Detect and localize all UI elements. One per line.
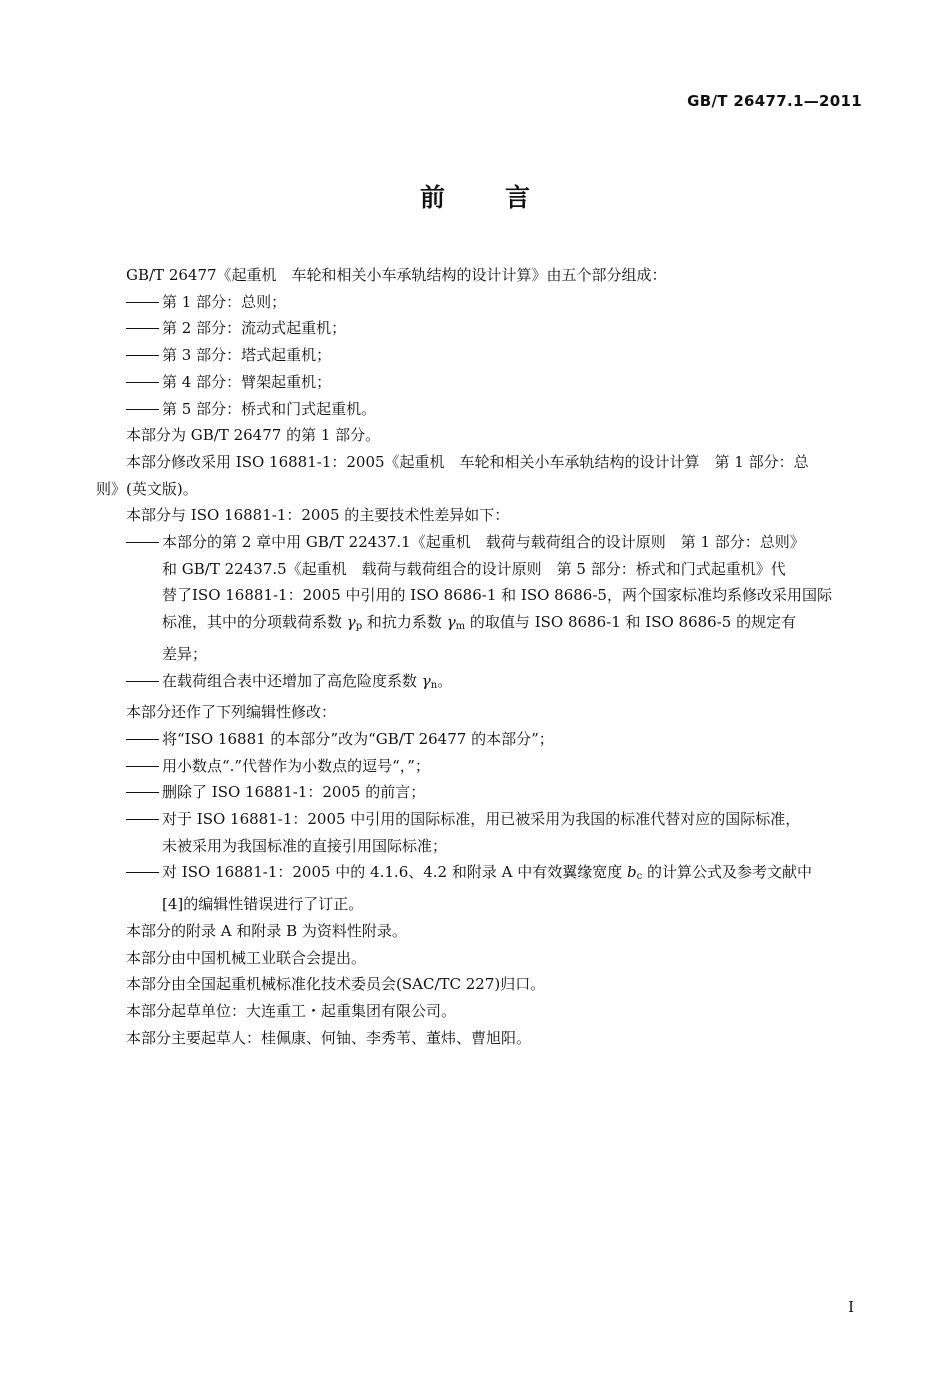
editorial-item-1: 将“ISO 16881 的本部分”改为“GB/T 26477 的本部分”； bbox=[162, 729, 554, 748]
part-list-item: 第 2 部分：流动式起重机； bbox=[162, 319, 347, 338]
intro-paragraph: GB/T 26477《起重机 车轮和相关小车承轨结构的设计计算》由五个部分组成： bbox=[126, 266, 667, 284]
adoption-paragraph-line2: 则》(英文版)。 bbox=[96, 479, 198, 498]
part-list-item: 第 3 部分：塔式起重机； bbox=[162, 346, 332, 365]
editorial-intro: 本部分还作了下列编辑性修改： bbox=[126, 703, 337, 722]
editorial-item-5: 对 ISO 16881-1：2005 中的 4.1.6、4.2 和附录 A 中有效翼缘宽度 $b_c$ 的计算公式及参考文献中 [4]的编辑性错误进行了订正。 bbox=[162, 863, 813, 914]
drafting-unit-paragraph: 本部分起草单位：大连重工・起重集团有限公司。 bbox=[126, 1001, 457, 1020]
part-list-item: 第 1 部分：总则； bbox=[162, 292, 287, 311]
part-of-paragraph: 本部分为 GB/T 26477 的第 1 部分。 bbox=[126, 426, 381, 445]
editorial-item-3: 删除了 ISO 16881-1：2005 的前言； bbox=[162, 783, 426, 802]
part-list-item: 第 5 部分：桥式和门式起重机。 bbox=[162, 399, 377, 418]
editorial-item-2: 用小数点“.”代替作为小数点的逗号“，”； bbox=[162, 756, 430, 775]
drafters-paragraph: 本部分主要起草人：桂佩康、何铀、李秀苇、董炜、曹旭阳。 bbox=[126, 1028, 532, 1047]
annex-paragraph: 本部分的附录 A 和附录 B 为资料性附录。 bbox=[126, 921, 407, 940]
standard-code: GB/T 26477.1—2011 bbox=[687, 92, 862, 110]
title-char-2: 言 bbox=[505, 183, 531, 212]
proposed-paragraph: 本部分由中国机械工业联合会提出。 bbox=[126, 948, 367, 967]
page-number: I bbox=[848, 1298, 854, 1316]
foreword-body bbox=[96, 262, 864, 1051]
part-list-item: 第 4 部分：臂架起重机； bbox=[162, 372, 332, 391]
title-char-1: 前 bbox=[419, 183, 445, 212]
difference-item-1: 本部分的第 2 章中用 GB/T 22437.1《起重机 载荷与载荷组合的设计原则 第 1 部分：总则》 和 GB/T 22437.5《起重机 载荷与载荷组合的设计原则 第 5 部分：桥式和门式起重机》代 替了ISO 16881-1：2005 中引用的 ISO 8686-1 和 ISO 8686-5，两个国家标准均系修改采用国际 标准，其中的分项载荷系数 $\gamma_p$ 和抗力系数 $\gamma_m$ 的取值与 ISO 8686-1 和 ISO 8686-5 的规定有 差异； bbox=[162, 533, 832, 663]
page-title bbox=[0, 178, 950, 214]
difference-item-2: 在载荷组合表中还增加了高危险度系数 $\gamma_n$。 bbox=[162, 671, 453, 691]
adoption-paragraph-line1: 本部分修改采用 ISO 16881-1：2005《起重机 车轮和相关小车承轨结构的设计计算 第 1 部分：总 bbox=[126, 452, 809, 471]
jurisdiction-paragraph: 本部分由全国起重机械标准化技术委员会(SAC/TC 227)归口。 bbox=[126, 975, 546, 994]
editorial-item-4: 对于 ISO 16881-1：2005 中引用的国际标准，用已被采用为我国的标准代替对应的国际标准， 未被采用为我国标准的直接引用国际标准； bbox=[162, 810, 801, 855]
differences-intro: 本部分与 ISO 16881-1：2005 的主要技术性差异如下： bbox=[126, 506, 510, 525]
